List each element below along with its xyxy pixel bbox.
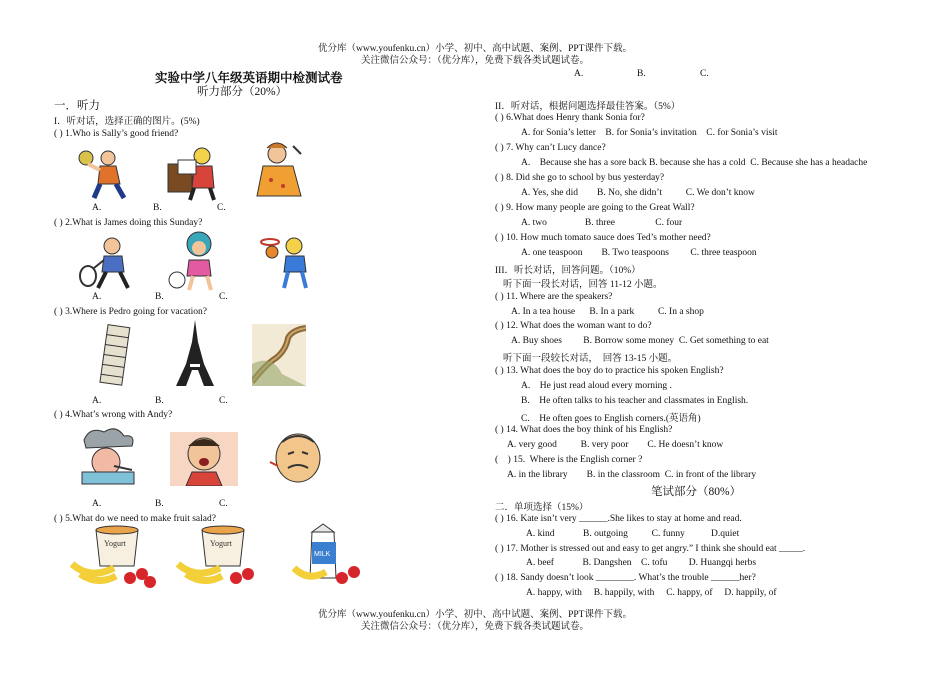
question-7-options: A. Because she has a sore back B. because she has a cold C. Because she has a headache bbox=[521, 158, 868, 168]
question-16: ( ) 16. Kate isn’t very ______.She likes to stay at home and read. bbox=[495, 514, 742, 524]
q2-label-a: A. bbox=[92, 292, 102, 302]
picture-3c-great-wall bbox=[252, 324, 306, 386]
picture-1c-girl-singing bbox=[253, 140, 308, 200]
question-9: ( ) 9. How many people are going to the Great Wall? bbox=[495, 203, 695, 213]
q1-label-b: B. bbox=[153, 203, 162, 213]
q4-label-a: A. bbox=[92, 499, 102, 509]
picture-3a-leaning-tower bbox=[84, 320, 146, 388]
question-18-options: A. happy, with B. happily, with C. happy, of D. happily, of bbox=[526, 588, 777, 598]
part-3-note-1: 听下面一段长对话，回答 11-12 小题。 bbox=[503, 280, 663, 290]
question-10-options: A. one teaspoon B. Two teaspoons C. three teaspoon bbox=[521, 248, 757, 258]
right-top-label-c: C. bbox=[700, 69, 709, 79]
question-13-option-a: A. He just read aloud every morning . bbox=[521, 381, 672, 391]
question-14: ( ) 14. What does the boy think of his English? bbox=[495, 425, 673, 435]
question-4: ( ) 4.What’s wrong with Andy? bbox=[54, 410, 173, 420]
question-7: ( ) 7. Why can’t Lucy dance? bbox=[495, 143, 606, 153]
q4-label-b: B. bbox=[155, 499, 164, 509]
exam-title: 实验中学八年级英语期中检测试卷 bbox=[155, 71, 343, 85]
question-15: ( ) 15. Where is the English corner ? bbox=[495, 455, 643, 465]
picture-2b-playing-soccer bbox=[165, 230, 225, 292]
question-17: ( ) 17. Mother is stressed out and easy to get angry.” I think she should eat _____. bbox=[495, 544, 806, 554]
question-10: ( ) 10. How much tomato sauce does Ted’s mother need? bbox=[495, 233, 711, 243]
part-2-instruction: II．听对话，根据问题选择最佳答案。（5%） bbox=[495, 102, 681, 112]
picture-2c-playing-basketball bbox=[258, 232, 314, 290]
picture-4a-sick-with-fever bbox=[76, 424, 146, 486]
question-8-options: A. Yes, she did B. No, she didn’t C. We don’t know bbox=[521, 188, 755, 198]
question-6: ( ) 6.What does Henry thank Sonia for? bbox=[495, 113, 645, 123]
part-3-note-2: 听下面一段较长对话， 回答 13-15 小题。 bbox=[503, 354, 678, 364]
q1-label-c: C. bbox=[217, 203, 226, 213]
listening-part-heading: 听力部分（20%） bbox=[197, 86, 288, 98]
question-3: ( ) 3.Where is Pedro going for vacation? bbox=[54, 307, 208, 317]
question-2: ( ) 2.What is James doing this Sunday? bbox=[54, 218, 203, 228]
question-13-option-c: C. He often goes to English corners.(英语角) bbox=[521, 414, 701, 424]
q4-label-c: C. bbox=[219, 499, 228, 509]
picture-4c-toothache bbox=[266, 428, 328, 486]
question-1: ( ) 1.Who is Sally’s good friend? bbox=[54, 129, 179, 139]
question-5: ( ) 5.What do we need to make fruit salad? bbox=[54, 514, 216, 524]
svg-text:Yogurt: Yogurt bbox=[210, 539, 232, 548]
written-part-heading: 笔试部分（80%） bbox=[651, 486, 742, 498]
question-11-options: A. In a tea house B. In a park C. In a shop bbox=[511, 307, 704, 317]
right-top-label-b: B. bbox=[637, 69, 646, 79]
picture-5a-yogurt-banana-strawberry bbox=[70, 524, 160, 590]
picture-5b-yogurt-banana-strawberry bbox=[176, 524, 266, 590]
q3-label-a: A. bbox=[92, 396, 102, 406]
header-line-1: 优分库（www.youfenku.cn）小学、初中、高中试题、案例、PPT课件下载。 bbox=[318, 44, 632, 54]
section-1-heading: 一．听力 bbox=[54, 100, 100, 112]
question-13-option-b: B. He often talks to his teacher and classmates in English. bbox=[521, 396, 749, 406]
footer-line-1: 优分库（www.youfenku.cn）小学、初中、高中试题、案例、PPT课件下载。 bbox=[318, 610, 632, 620]
question-6-options: A. for Sonia’s letter B. for Sonia’s invitation C. for Sonia’s visit bbox=[521, 128, 778, 138]
footer-line-2: 关注微信公众号：（优分库），免费下载各类试题试卷。 bbox=[360, 622, 589, 632]
question-12: ( ) 12. What does the woman want to do? bbox=[495, 321, 652, 331]
section-2-heading: 二．单项选择（15%） bbox=[495, 503, 589, 513]
picture-5c-milk-banana-strawberry bbox=[292, 522, 368, 590]
q3-label-c: C. bbox=[219, 396, 228, 406]
question-16-options: A. kind B. outgoing C. funny D.quiet bbox=[526, 529, 740, 539]
question-11: ( ) 11. Where are the speakers? bbox=[495, 292, 613, 302]
question-13: ( ) 13. What does the boy do to practice his spoken English? bbox=[495, 366, 724, 376]
part-3-instruction: III．听长对话，回答问题。（10%） bbox=[495, 266, 641, 276]
picture-1a-boy-playing-ball bbox=[74, 146, 134, 201]
q2-label-c: C. bbox=[219, 292, 228, 302]
question-15-options: A. in the library B. in the classroom C. in front of the library bbox=[507, 470, 757, 480]
q3-label-b: B. bbox=[155, 396, 164, 406]
picture-3b-eiffel-tower bbox=[170, 318, 220, 388]
part-1-instruction: I．听对话，选择正确的图片。(5%) bbox=[54, 117, 200, 127]
question-8: ( ) 8. Did she go to school by bus yesterday? bbox=[495, 173, 665, 183]
question-14-options: A. very good B. very poor C. He doesn’t know bbox=[507, 440, 724, 450]
question-17-options: A. beef B. Dangshen C. tofu D. Huangqi herbs bbox=[526, 558, 757, 568]
picture-2a-playing-tennis bbox=[76, 236, 136, 290]
right-top-label-a: A. bbox=[574, 69, 584, 79]
svg-text:MILK: MILK bbox=[314, 551, 331, 558]
q1-label-a: A. bbox=[92, 203, 102, 213]
question-12-options: A. Buy shoes B. Borrow some money C. Get something to eat bbox=[511, 336, 769, 346]
picture-4b-sore-throat bbox=[170, 432, 238, 486]
question-18: ( ) 18. Sandy doesn’t look ________. What’s the trouble ______her? bbox=[495, 573, 756, 583]
question-9-options: A. two B. three C. four bbox=[521, 218, 683, 228]
svg-text:Yogurt: Yogurt bbox=[104, 539, 126, 548]
q2-label-b: B. bbox=[155, 292, 164, 302]
header-line-2: 关注微信公众号：（优分库），免费下载各类试题试卷。 bbox=[360, 56, 589, 66]
picture-1b-girl-reading bbox=[164, 146, 224, 201]
